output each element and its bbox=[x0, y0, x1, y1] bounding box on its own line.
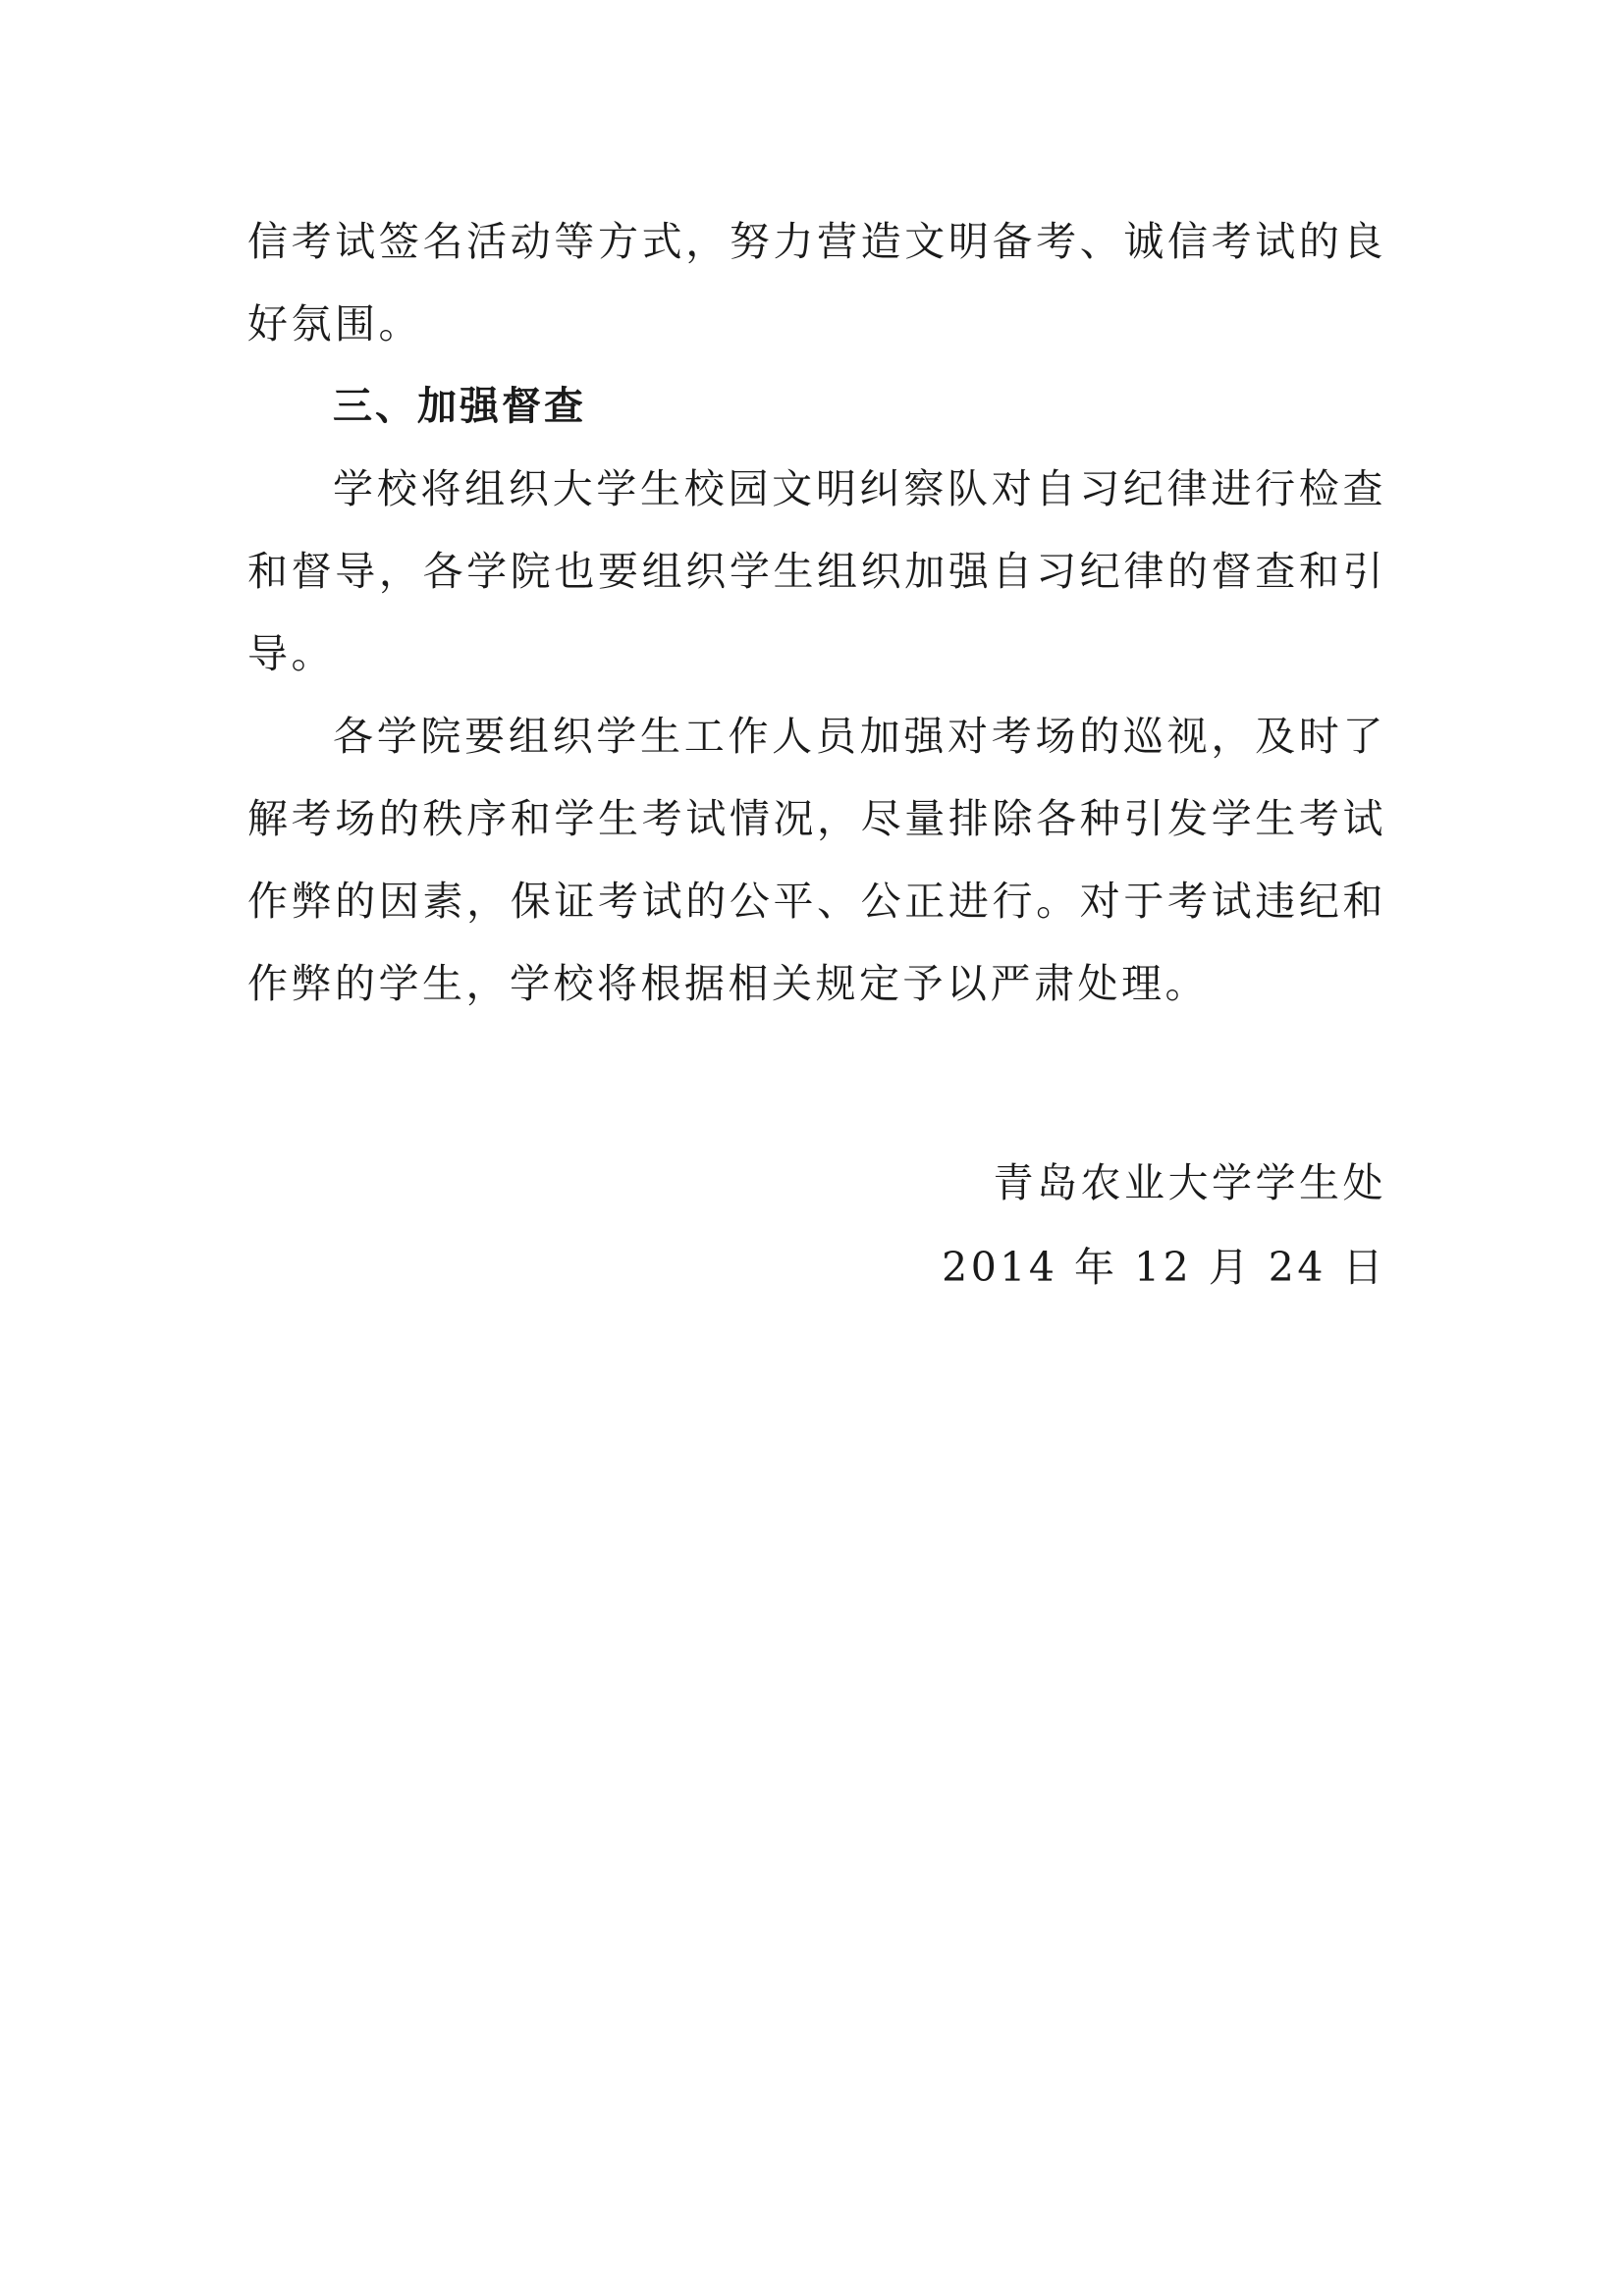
paragraph-inspection: 各学院要组织学生工作人员加强对考场的巡视，及时了解考场的秩序和学生考试情况，尽量排除各种引发学生考试作弊的因素，保证考试的公平、公正进行。对于考试违纪和作弊的学生，学校将根据相关规定予以严肃处理。 bbox=[247, 713, 1386, 1007]
section-heading: 三、加强督查 bbox=[333, 384, 586, 429]
paragraph-patrol: 学校将组织大学生校园文明纠察队对自习纪律进行检查和督导，各学院也要组织学生组织加强自习纪律的督查和引导。 bbox=[247, 465, 1386, 677]
signature-date: 2014 年 12 月 24 日 bbox=[942, 1244, 1386, 1291]
paragraph-continued: 信考试签名活动等方式，努力营造文明备考、诚信考试的良好氛围。 bbox=[247, 218, 1386, 347]
signature-organization: 青岛农业大学学生处 bbox=[993, 1159, 1386, 1206]
body-text bbox=[247, 200, 1386, 1025]
